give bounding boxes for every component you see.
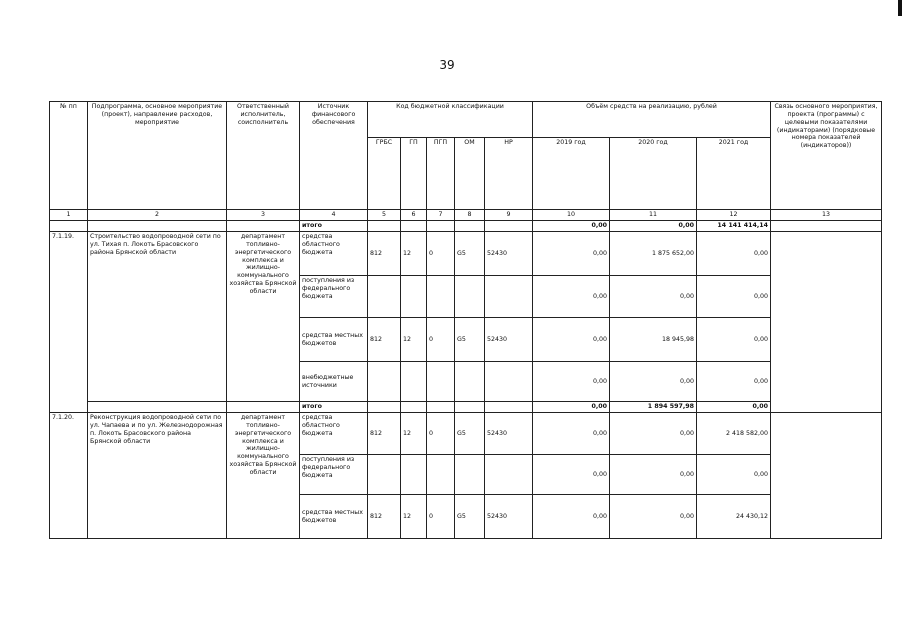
measure-name: Строительство водопроводной сети по ул. Тихая п. Локоть Брасовского района Брянской области xyxy=(88,232,227,402)
column-number: 8 xyxy=(455,210,485,221)
gp-cell xyxy=(401,276,427,318)
pgp-cell: 0 xyxy=(427,318,455,362)
gp-cell: 12 xyxy=(401,318,427,362)
gp-cell xyxy=(401,455,427,495)
header-pgp: ПГП xyxy=(427,138,455,210)
measure-name: Реконструкция водопроводной сети по ул. Чапаева и по ул. Железнодорожная п. Локоть Брасовского района Брянской области xyxy=(88,413,227,539)
header-2021: 2021 год xyxy=(697,138,771,210)
column-number: 11 xyxy=(610,210,697,221)
grbs-cell xyxy=(368,362,401,402)
np-cell xyxy=(485,455,533,495)
source-label: средства местных бюджетов xyxy=(300,318,368,362)
measure-responsible: департамент топливно-энергетического комплекса и жилищно-коммунального хозяйства Брянской области xyxy=(227,413,300,539)
om-cell: G5 xyxy=(455,232,485,276)
grbs-cell: 812 xyxy=(368,495,401,539)
om-cell xyxy=(455,276,485,318)
header-num: № пп xyxy=(50,102,88,210)
measure-responsible: департамент топливно-энергетического комплекса и жилищно-коммунального хозяйства Брянской области xyxy=(227,232,300,402)
header-np: НР xyxy=(485,138,533,210)
source-label: средства местных бюджетов xyxy=(300,495,368,539)
value-2021: 0,00 xyxy=(697,318,771,362)
table-row xyxy=(50,413,882,455)
value-2019: 0,00 xyxy=(533,455,610,495)
value-2020: 0,00 xyxy=(610,455,697,495)
column-number: 3 xyxy=(227,210,300,221)
measure-number: 7.1.20. xyxy=(50,413,88,539)
grbs-cell: 812 xyxy=(368,232,401,276)
source-label: поступления из федерального бюджета xyxy=(300,276,368,318)
column-number-row xyxy=(50,210,882,221)
indicator-link-cell xyxy=(771,232,882,413)
gp-cell: 12 xyxy=(401,495,427,539)
pgp-cell xyxy=(427,362,455,402)
np-cell xyxy=(485,362,533,402)
value-2021: 0,00 xyxy=(697,276,771,318)
header-om: ОМ xyxy=(455,138,485,210)
om-cell: G5 xyxy=(455,318,485,362)
source-label: внебюджетные источники xyxy=(300,362,368,402)
gp-cell: 12 xyxy=(401,413,427,455)
np-cell: 52430 xyxy=(485,232,533,276)
om-cell: G5 xyxy=(455,495,485,539)
header-2019: 2019 год xyxy=(533,138,610,210)
value-2020: 18 945,98 xyxy=(610,318,697,362)
value-2020: 0,00 xyxy=(610,276,697,318)
column-number: 12 xyxy=(697,210,771,221)
value-2020: 0,00 xyxy=(610,362,697,402)
total-2019: 0,00 xyxy=(533,402,610,413)
column-number: 4 xyxy=(300,210,368,221)
column-number: 10 xyxy=(533,210,610,221)
total-2020: 0,00 xyxy=(610,221,697,232)
value-2021: 2 418 582,00 xyxy=(697,413,771,455)
column-number: 13 xyxy=(771,210,882,221)
total-row xyxy=(50,221,882,232)
total-label: итого xyxy=(300,221,368,232)
source-label: средства областного бюджета xyxy=(300,232,368,276)
column-number: 9 xyxy=(485,210,533,221)
om-cell xyxy=(455,362,485,402)
total-2021: 0,00 xyxy=(697,402,771,413)
value-2021: 0,00 xyxy=(697,362,771,402)
value-2019: 0,00 xyxy=(533,413,610,455)
np-cell: 52430 xyxy=(485,413,533,455)
value-2021: 0,00 xyxy=(697,455,771,495)
pgp-cell xyxy=(427,276,455,318)
pgp-cell: 0 xyxy=(427,495,455,539)
np-cell: 52430 xyxy=(485,318,533,362)
total-label: итого xyxy=(300,402,368,413)
table-row xyxy=(50,232,882,276)
value-2021: 0,00 xyxy=(697,232,771,276)
value-2019: 0,00 xyxy=(533,232,610,276)
header-gp: ГП xyxy=(401,138,427,210)
grbs-cell xyxy=(368,276,401,318)
indicator-link-cell xyxy=(771,413,882,539)
grbs-cell: 812 xyxy=(368,318,401,362)
column-number: 6 xyxy=(401,210,427,221)
header-sources: Источник финансового обеспечения xyxy=(300,102,368,210)
gp-cell: 12 xyxy=(401,232,427,276)
pgp-cell: 0 xyxy=(427,232,455,276)
value-2019: 0,00 xyxy=(533,318,610,362)
np-cell xyxy=(485,276,533,318)
total-row xyxy=(50,402,882,413)
header-grbs: ГРБС xyxy=(368,138,401,210)
value-2020: 1 875 652,00 xyxy=(610,232,697,276)
scan-corner-mark xyxy=(898,0,902,16)
gp-cell xyxy=(401,362,427,402)
header-2020: 2020 год xyxy=(610,138,697,210)
pgp-cell xyxy=(427,455,455,495)
total-2021: 14 141 414,14 xyxy=(697,221,771,232)
value-2021: 24 430,12 xyxy=(697,495,771,539)
header-responsible: Ответственный исполнитель, соисполнитель xyxy=(227,102,300,210)
source-label: поступления из федерального бюджета xyxy=(300,455,368,495)
column-number: 7 xyxy=(427,210,455,221)
measure-number: 7.1.19. xyxy=(50,232,88,413)
value-2020: 0,00 xyxy=(610,495,697,539)
total-2019: 0,00 xyxy=(533,221,610,232)
value-2020: 0,00 xyxy=(610,413,697,455)
value-2019: 0,00 xyxy=(533,276,610,318)
np-cell: 52430 xyxy=(485,495,533,539)
value-2019: 0,00 xyxy=(533,362,610,402)
grbs-cell xyxy=(368,455,401,495)
source-label: средства областного бюджета xyxy=(300,413,368,455)
header-link: Связь основного мероприятия, проекта (программы) с целевыми показателями (индикаторами) (порядковые номера показателей (индикаторов)) xyxy=(771,102,882,210)
column-number: 5 xyxy=(368,210,401,221)
header-subprogram: Подпрограмма, основное мероприятие (проект), направление расходов, мероприятие xyxy=(88,102,227,210)
value-2019: 0,00 xyxy=(533,495,610,539)
total-2020: 1 894 597,98 xyxy=(610,402,697,413)
column-number: 2 xyxy=(88,210,227,221)
budget-table xyxy=(49,101,882,539)
grbs-cell: 812 xyxy=(368,413,401,455)
pgp-cell: 0 xyxy=(427,413,455,455)
om-cell xyxy=(455,455,485,495)
header-volume: Объём средств на реализацию, рублей xyxy=(533,102,771,138)
header-budget-code: Код бюджетной классификации xyxy=(368,102,533,138)
om-cell: G5 xyxy=(455,413,485,455)
page-number: 39 xyxy=(439,58,455,72)
column-number: 1 xyxy=(50,210,88,221)
